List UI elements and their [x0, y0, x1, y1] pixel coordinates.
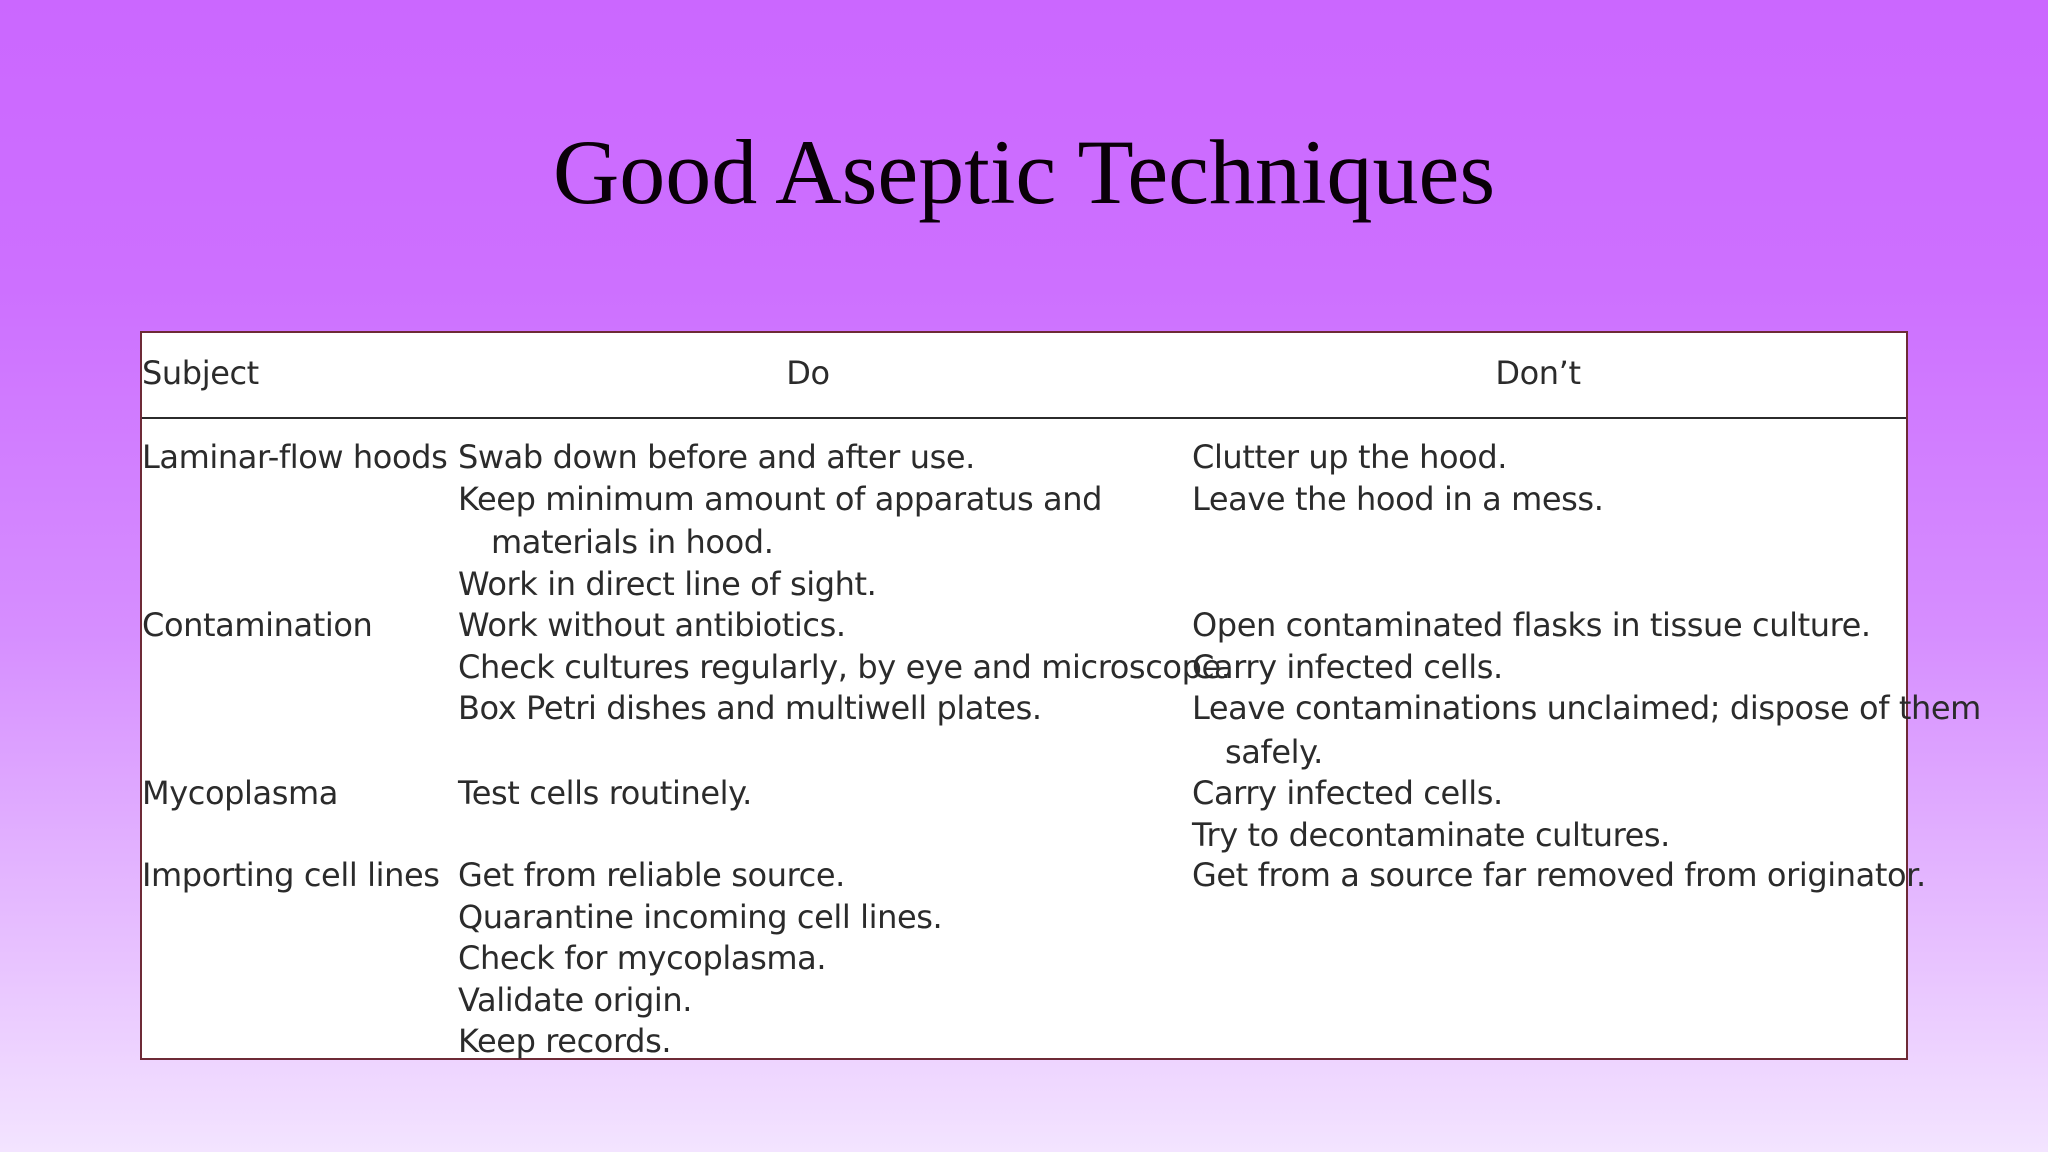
row-do-laminar-flow-hoods — [458, 437, 1102, 606]
do-item: Check for mycoplasma. — [458, 939, 827, 977]
subject-label: Contamination — [142, 606, 373, 644]
row-do-importing-cell-lines — [458, 855, 942, 1063]
table-header-row — [142, 333, 1906, 419]
dont-item: Open contaminated flasks in tissue culture. — [1192, 606, 1871, 644]
dont-item: Try to decontaminate cultures. — [1192, 815, 1670, 854]
do-item: Work in direct line of sight. — [458, 565, 877, 603]
do-item: Check cultures regularly, by eye and microscope. — [458, 647, 1231, 686]
do-item: Get from reliable source. — [458, 856, 845, 894]
do-item: Keep minimum amount of apparatus and — [458, 479, 1103, 518]
row-subject-contamination — [142, 605, 372, 647]
do-item: Work without antibiotics. — [458, 606, 846, 644]
subject-label: Importing cell lines — [142, 856, 440, 894]
header-dont: Don’t — [1495, 354, 1581, 392]
row-dont-importing-cell-lines — [1192, 855, 1926, 897]
dont-item: Get from a source far removed from originator. — [1192, 856, 1926, 894]
dont-item-continuation: safely. — [1225, 732, 1323, 771]
header-subject: Subject — [142, 354, 259, 392]
row-dont-contamination — [1192, 605, 1981, 774]
row-do-mycoplasma — [458, 773, 752, 815]
do-item-continuation: materials in hood. — [491, 523, 774, 561]
row-dont-mycoplasma — [1192, 773, 1670, 856]
do-item: Validate origin. — [458, 980, 693, 1019]
do-item: Test cells routinely. — [458, 774, 752, 812]
row-subject-mycoplasma — [142, 773, 338, 815]
row-dont-laminar-flow-hoods — [1192, 437, 1603, 520]
do-item: Box Petri dishes and multiwell plates. — [458, 689, 1042, 727]
dont-item: Carry infected cells. — [1192, 647, 1503, 686]
row-subject-importing-cell-lines — [142, 855, 440, 897]
do-item: Quarantine incoming cell lines. — [458, 897, 943, 936]
dont-item: Leave contaminations unclaimed; dispose of them — [1192, 689, 1981, 727]
subject-label: Mycoplasma — [142, 774, 338, 812]
dont-item: Carry infected cells. — [1192, 774, 1503, 812]
aseptic-techniques-table — [140, 331, 1981, 1060]
slide-title: Good Aseptic Techniques — [552, 121, 1496, 223]
row-subject-laminar-flow-hoods — [142, 437, 447, 479]
do-item: Swab down before and after use. — [458, 438, 975, 476]
dont-item: Leave the hood in a mess. — [1192, 479, 1604, 518]
row-do-contamination — [458, 605, 1231, 730]
subject-label: Laminar-flow hoods — [142, 438, 448, 476]
dont-item: Clutter up the hood. — [1192, 438, 1508, 476]
header-do: Do — [786, 354, 830, 392]
do-item: Keep records. — [458, 1022, 672, 1060]
